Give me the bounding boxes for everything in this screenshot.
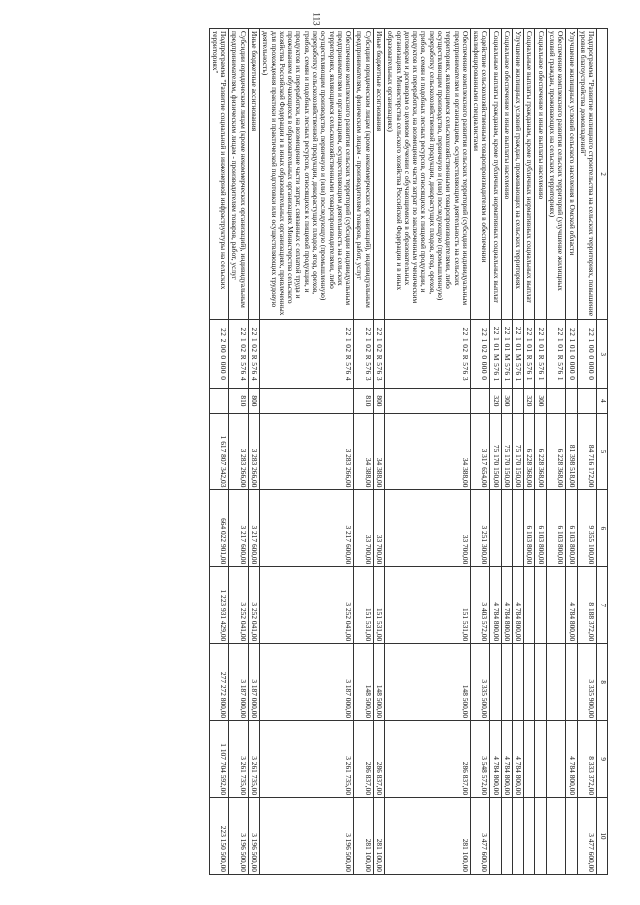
row-amount-cell: 3 261 735,00 bbox=[229, 721, 249, 798]
row-amount-cell: 281 100,00 bbox=[354, 798, 374, 875]
header-row bbox=[597, 29, 608, 875]
row-name-cell: Подпрограмма "Развитие жилищного строительства на сельских территориях, повышение уровня благоустройства домовладений" bbox=[577, 29, 597, 320]
row-amount-cell: 6 228 368,00 bbox=[535, 413, 546, 490]
row-amount-cell: 148 500,00 bbox=[384, 644, 470, 721]
row-vr-cell bbox=[260, 389, 354, 413]
row-amount-cell bbox=[501, 644, 512, 721]
table-body bbox=[209, 29, 597, 875]
table-row bbox=[260, 29, 354, 875]
row-code-cell: 22 1 01 M 576 1 bbox=[512, 320, 523, 389]
row-amount-cell: 8 188 372,00 bbox=[577, 567, 597, 644]
row-amount-cell: 3 187 000,00 bbox=[260, 644, 354, 721]
row-name-cell: Обеспечение комплексного развития сельских территорий (субсидии индивидуальным предпринимателям и организациям, осуществляющим деятельность на сельских территориях, являющимся сельскохозяйственными товаропроизводителями, либо осуществляющим производство, первичную и (или) последующую (промышленную) переработку сельскохозяйственной продукции, дикорастущих плодов, ягод, орехов, грибов, семян и подобных лесных ресурсов, относящихся к пищевой продукции, и продуктов их переработки, на возмещение части затрат, связанных с оплатой труда и проживанием обучающихся в образовательных организациях Министерства сельского хозяйства Российской Федерации и в иных образовательных организациях, привлеченных для прохождения практики и практической подготовки или осуществляющих трудовую деятельность) bbox=[260, 29, 354, 320]
row-name-cell: Социальное обеспечение и иные выплаты населению bbox=[535, 29, 546, 320]
row-vr-cell bbox=[470, 389, 490, 413]
row-amount-cell: 3 187 000,00 bbox=[248, 644, 259, 721]
row-code-cell: 22 1 02 R 576 4 bbox=[260, 320, 354, 389]
header-cell: 8 bbox=[597, 644, 608, 721]
table-row bbox=[470, 29, 490, 875]
row-amount-cell: 4 784 800,00 bbox=[512, 567, 523, 644]
row-amount-cell: 3 217 600,00 bbox=[260, 490, 354, 567]
row-vr-cell bbox=[566, 389, 577, 413]
row-name-cell: Улучшение жилищных условий сельского населения в Омской области bbox=[566, 29, 577, 320]
table-row bbox=[512, 29, 523, 875]
row-name-cell: Субсидии юридическим лицам (кроме некоммерческих организаций), индивидуальным предпринимателям, физическим лицам - производителям товаров, работ, услуг bbox=[354, 29, 374, 320]
row-code-cell: 22 1 01 0 000 0 bbox=[566, 320, 577, 389]
row-amount-cell bbox=[566, 798, 577, 875]
row-amount-cell bbox=[524, 644, 535, 721]
row-amount-cell bbox=[524, 798, 535, 875]
row-amount-cell bbox=[490, 644, 501, 721]
table-row bbox=[490, 29, 501, 875]
row-amount-cell: 3 196 500,00 bbox=[229, 798, 249, 875]
table-row bbox=[209, 29, 229, 875]
row-vr-cell bbox=[384, 389, 470, 413]
row-vr-cell: 800 bbox=[373, 389, 384, 413]
row-amount-cell: 3 217 600,00 bbox=[248, 490, 259, 567]
row-amount-cell bbox=[512, 644, 523, 721]
row-amount-cell bbox=[546, 567, 566, 644]
row-amount-cell: 281 100,00 bbox=[384, 798, 470, 875]
row-code-cell: 22 1 02 0 000 0 bbox=[470, 320, 490, 389]
row-amount-cell: 3 217 600,00 bbox=[229, 490, 249, 567]
row-amount-cell: 1 107 704 592,00 bbox=[209, 721, 229, 798]
row-amount-cell: 81 398 518,00 bbox=[566, 413, 577, 490]
table-row bbox=[524, 29, 535, 875]
row-amount-cell bbox=[546, 644, 566, 721]
row-amount-cell: 1 617 807 342,03 bbox=[209, 413, 229, 490]
row-amount-cell: 223 150 500,00 bbox=[209, 798, 229, 875]
row-amount-cell: 34 388,00 bbox=[373, 413, 384, 490]
page-number: 113 bbox=[311, 12, 322, 26]
row-amount-cell: 3 196 500,00 bbox=[248, 798, 259, 875]
row-amount-cell: 33 700,00 bbox=[354, 490, 374, 567]
budget-table bbox=[209, 28, 608, 875]
table-row bbox=[354, 29, 374, 875]
row-code-cell: 22 1 02 R 576 3 bbox=[384, 320, 470, 389]
table-row bbox=[384, 29, 470, 875]
row-amount-cell: 3 335 900,00 bbox=[577, 644, 597, 721]
row-vr-cell: 800 bbox=[248, 389, 259, 413]
row-amount-cell: 664 022 901,00 bbox=[209, 490, 229, 567]
row-vr-cell: 320 bbox=[524, 389, 535, 413]
row-amount-cell: 4 784 800,00 bbox=[501, 721, 512, 798]
row-amount-cell bbox=[546, 798, 566, 875]
row-amount-cell bbox=[535, 721, 546, 798]
row-amount-cell: 286 837,00 bbox=[373, 721, 384, 798]
row-amount-cell: 281 100,00 bbox=[373, 798, 384, 875]
row-amount-cell: 6 228 368,00 bbox=[524, 413, 535, 490]
row-vr-cell bbox=[577, 389, 597, 413]
row-name-cell: Подпрограмма "Развитие социальной и инженерной инфраструктуры на сельских территориях" bbox=[209, 29, 229, 320]
row-code-cell: 22 1 02 R 576 3 bbox=[354, 320, 374, 389]
row-amount-cell: 4 784 800,00 bbox=[501, 567, 512, 644]
row-amount-cell bbox=[512, 798, 523, 875]
header-cell: 3 bbox=[597, 320, 608, 389]
row-name-cell: Обеспечение комплексного развития сельских территорий (улучшение жилищных условий граждан, проживающих на сельских территориях) bbox=[546, 29, 566, 320]
row-vr-cell: 300 bbox=[535, 389, 546, 413]
header-cell: 4 bbox=[597, 389, 608, 413]
row-amount-cell bbox=[566, 644, 577, 721]
row-amount-cell bbox=[490, 798, 501, 875]
row-amount-cell: 3 283 266,00 bbox=[260, 413, 354, 490]
row-amount-cell: 4 784 800,00 bbox=[490, 721, 501, 798]
row-amount-cell: 75 170 150,00 bbox=[512, 413, 523, 490]
row-vr-cell bbox=[546, 389, 566, 413]
header-cell: 10 bbox=[597, 798, 608, 875]
row-vr-cell: 810 bbox=[229, 389, 249, 413]
table-row bbox=[501, 29, 512, 875]
row-vr-cell bbox=[512, 389, 523, 413]
row-amount-cell: 34 388,00 bbox=[384, 413, 470, 490]
row-name-cell: Социальные выплаты гражданам, кроме публичных нормативных социальных выплат bbox=[490, 29, 501, 320]
row-amount-cell: 3 283 266,00 bbox=[229, 413, 249, 490]
row-amount-cell: 3 548 572,00 bbox=[470, 721, 490, 798]
row-code-cell: 22 1 01 M 576 1 bbox=[490, 320, 501, 389]
header-cell: 5 bbox=[597, 413, 608, 490]
row-amount-cell: 34 388,00 bbox=[354, 413, 374, 490]
row-amount-cell bbox=[501, 798, 512, 875]
row-amount-cell: 4 784 800,00 bbox=[490, 567, 501, 644]
row-amount-cell: 277 272 800,00 bbox=[209, 644, 229, 721]
header-cell: 2 bbox=[597, 29, 608, 320]
row-amount-cell bbox=[524, 721, 535, 798]
row-amount-cell: 6 103 800,00 bbox=[524, 490, 535, 567]
row-amount-cell: 3 251 300,00 bbox=[470, 490, 490, 567]
row-amount-cell: 286 837,00 bbox=[384, 721, 470, 798]
row-amount-cell: 6 103 800,00 bbox=[546, 490, 566, 567]
row-name-cell: Иные бюджетные ассигнования bbox=[248, 29, 259, 320]
row-amount-cell: 3 252 041,00 bbox=[248, 567, 259, 644]
row-amount-cell: 4 784 800,00 bbox=[512, 721, 523, 798]
row-vr-cell bbox=[209, 389, 229, 413]
row-code-cell: 22 2 00 0 000 0 bbox=[209, 320, 229, 389]
row-amount-cell: 3 403 572,00 bbox=[470, 567, 490, 644]
row-amount-cell: 3 283 266,00 bbox=[248, 413, 259, 490]
row-amount-cell: 4 784 800,00 bbox=[566, 567, 577, 644]
row-amount-cell bbox=[512, 490, 523, 567]
row-amount-cell: 6 103 800,00 bbox=[535, 490, 546, 567]
table-row bbox=[535, 29, 546, 875]
table-row bbox=[566, 29, 577, 875]
table-row bbox=[546, 29, 566, 875]
row-amount-cell: 6 103 800,00 bbox=[566, 490, 577, 567]
row-amount-cell: 148 500,00 bbox=[354, 644, 374, 721]
header-cell: 6 bbox=[597, 490, 608, 567]
row-vr-cell: 320 bbox=[490, 389, 501, 413]
row-amount-cell: 33 700,00 bbox=[384, 490, 470, 567]
row-name-cell: Содействие сельскохозяйственным товаропроизводителям в обеспечении квалифицированными специалистами bbox=[470, 29, 490, 320]
row-amount-cell: 4 784 800,00 bbox=[566, 721, 577, 798]
rotated-page bbox=[28, 28, 608, 875]
row-amount-cell: 6 228 368,00 bbox=[546, 413, 566, 490]
row-amount-cell: 1 223 931 429,00 bbox=[209, 567, 229, 644]
row-name-cell: Субсидии юридическим лицам (кроме некоммерческих организаций), индивидуальным предпринимателям, физическим лицам - производителям товаров, работ, услуг bbox=[229, 29, 249, 320]
row-name-cell: Иные бюджетные ассигнования bbox=[373, 29, 384, 320]
row-code-cell: 22 1 02 R 576 4 bbox=[248, 320, 259, 389]
row-amount-cell: 9 355 100,00 bbox=[577, 490, 597, 567]
row-amount-cell bbox=[546, 721, 566, 798]
row-amount-cell: 3 196 500,00 bbox=[260, 798, 354, 875]
row-code-cell: 22 1 00 0 000 0 bbox=[577, 320, 597, 389]
row-amount-cell: 3 317 654,00 bbox=[470, 413, 490, 490]
row-amount-cell: 8 333 372,00 bbox=[577, 721, 597, 798]
row-amount-cell: 75 170 150,00 bbox=[490, 413, 501, 490]
row-amount-cell: 84 716 172,00 bbox=[577, 413, 597, 490]
table-row bbox=[373, 29, 384, 875]
row-amount-cell: 148 500,00 bbox=[373, 644, 384, 721]
row-vr-cell: 810 bbox=[354, 389, 374, 413]
row-amount-cell: 75 170 150,00 bbox=[501, 413, 512, 490]
table-row bbox=[577, 29, 597, 875]
row-amount-cell bbox=[535, 798, 546, 875]
row-amount-cell: 3 252 041,00 bbox=[260, 567, 354, 644]
header-cell: 7 bbox=[597, 567, 608, 644]
row-name-cell: Социальные выплаты гражданам, кроме публичных нормативных социальных выплат bbox=[524, 29, 535, 320]
row-amount-cell: 151 531,00 bbox=[354, 567, 374, 644]
row-amount-cell bbox=[535, 644, 546, 721]
row-amount-cell: 286 837,00 bbox=[354, 721, 374, 798]
row-amount-cell: 33 700,00 bbox=[373, 490, 384, 567]
row-amount-cell bbox=[524, 567, 535, 644]
row-amount-cell bbox=[501, 490, 512, 567]
row-amount-cell: 3 477 600,00 bbox=[577, 798, 597, 875]
row-amount-cell bbox=[535, 567, 546, 644]
row-name-cell: Обеспечение комплексного развития сельских территорий (субсидии индивидуальным предпринимателям и организациям, осуществляющим деятельность на сельских территориях, являющимся сельскохозяйственными товаропроизводителями, либо осуществляющим производство, первичную и (или) последующую (промышленную) переработку сельскохозяйственной продукции, дикорастущих плодов, ягод, орехов, грибов, семян и подобных лесных ресурсов, относящихся к пищевой продукции, и продуктов их переработки, на возмещение части затрат по заключенным ученическим договорам и договорам о целевом обучении с обучающимися в образовательных организациях Министерства сельского хозяйства Российской Федерации и в иных образовательных организациях) bbox=[384, 29, 470, 320]
row-amount-cell: 3 477 600,00 bbox=[470, 798, 490, 875]
row-name-cell: Социальное обеспечение и иные выплаты населению bbox=[501, 29, 512, 320]
table-row bbox=[229, 29, 249, 875]
row-code-cell: 22 1 01 M 576 1 bbox=[501, 320, 512, 389]
row-code-cell: 22 1 02 R 576 4 bbox=[229, 320, 249, 389]
row-amount-cell: 3 187 000,00 bbox=[229, 644, 249, 721]
row-amount-cell: 151 531,00 bbox=[373, 567, 384, 644]
row-code-cell: 22 1 01 R 576 1 bbox=[535, 320, 546, 389]
header-cell: 9 bbox=[597, 721, 608, 798]
table-row bbox=[248, 29, 259, 875]
row-amount-cell: 3 261 735,00 bbox=[248, 721, 259, 798]
row-vr-cell: 300 bbox=[501, 389, 512, 413]
row-amount-cell: 3 261 735,00 bbox=[260, 721, 354, 798]
row-amount-cell: 3 335 500,00 bbox=[470, 644, 490, 721]
row-name-cell: Улучшение жилищных условий граждан, проживающих на сельских территориях bbox=[512, 29, 523, 320]
row-amount-cell: 151 531,00 bbox=[384, 567, 470, 644]
row-amount-cell: 3 252 041,00 bbox=[229, 567, 249, 644]
row-code-cell: 22 1 01 R 576 1 bbox=[546, 320, 566, 389]
row-code-cell: 22 1 02 R 576 3 bbox=[373, 320, 384, 389]
row-amount-cell bbox=[490, 490, 501, 567]
row-code-cell: 22 1 01 R 576 1 bbox=[524, 320, 535, 389]
